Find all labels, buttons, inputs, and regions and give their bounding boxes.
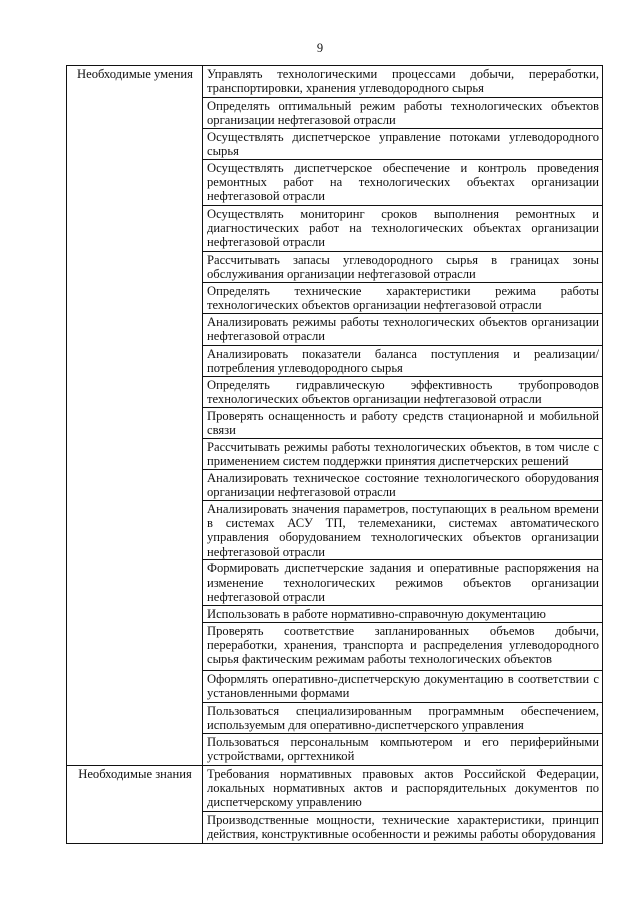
requirement-item: Использовать в работе нормативно-справочную документацию [203,606,603,622]
requirement-item: Осуществлять мониторинг сроков выполнения ремонтных и диагностических работ на технологических объектах организации нефтегазовой отрасли [203,205,603,251]
requirement-item: Производственные мощности, технические характеристики, принцип действия, конструктивные особенности и режимы работы оборудования [203,811,603,843]
requirement-item: Определять гидравлическую эффективность трубопроводов технологических объектов организации нефтегазовой отрасли [203,376,603,407]
section-label: Необходимые знания [67,765,203,843]
section-label: Необходимые умения [67,66,203,766]
requirement-item: Пользоваться персональным компьютером и его периферийными устройствами, оргтехникой [203,733,603,765]
requirement-item: Осуществлять диспетчерское управление потоками углеводородного сырья [203,128,603,159]
requirement-item: Формировать диспетчерские задания и оперативные распоряжения на изменение технологических режимов объектов организации нефтегазовой отрасли [203,560,603,606]
requirement-item: Проверять соответствие запланированных объемов добычи, переработки, хранения, транспорта и распределения углеводородного сырья фактическим режимам работы технологических объектов [203,622,603,670]
requirement-item: Определять оптимальный режим работы технологических объектов организации нефтегазовой отрасли [203,98,603,129]
requirement-item: Рассчитывать запасы углеводородного сырья в границах зоны обслуживания организации нефтегазовой отрасли [203,251,603,282]
requirement-item: Требования нормативных правовых актов Российской Федерации, локальных нормативных актов и распорядительных документов по диспетчерскому управлению [203,765,603,811]
requirement-item: Пользоваться специализированным программным обеспечением, используемым для оперативно-диспетчерского управления [203,702,603,733]
requirement-item: Управлять технологическими процессами добычи, переработки, транспортировки, хранения углеводородного сырья [203,66,603,98]
requirement-item: Анализировать значения параметров, поступающих в реальном времени в системах АСУ ТП, телемеханики, системах автоматического управления оборудованием технологических объектов организации нефтегазовой отрасли [203,500,603,560]
page-number: 9 [316,41,324,55]
requirement-item: Рассчитывать режимы работы технологических объектов, в том числе с применением систем поддержки принятия диспетчерских решений [203,438,603,469]
requirement-item: Анализировать режимы работы технологических объектов организации нефтегазовой отрасли [203,313,603,345]
requirement-item: Анализировать показатели баланса поступления и реализации/потребления углеводородного сырья [203,345,603,376]
table-row [67,765,603,811]
table-row [67,66,603,98]
requirement-item: Проверять оснащенность и работу средств стационарной и мобильной связи [203,407,603,438]
requirement-item: Определять технические характеристики режима работы технологических объектов организации нефтегазовой отрасли [203,282,603,313]
requirement-item: Анализировать техническое состояние технологического оборудования организации нефтегазовой отрасли [203,469,603,500]
requirement-item: Оформлять оперативно-диспетчерскую документацию в соответствии с установленными формами [203,670,603,702]
requirement-item: Осуществлять диспетчерское обеспечение и контроль проведения ремонтных работ на технологических объектах организации нефтегазовой отрасли [203,159,603,205]
requirements-table [66,65,603,844]
